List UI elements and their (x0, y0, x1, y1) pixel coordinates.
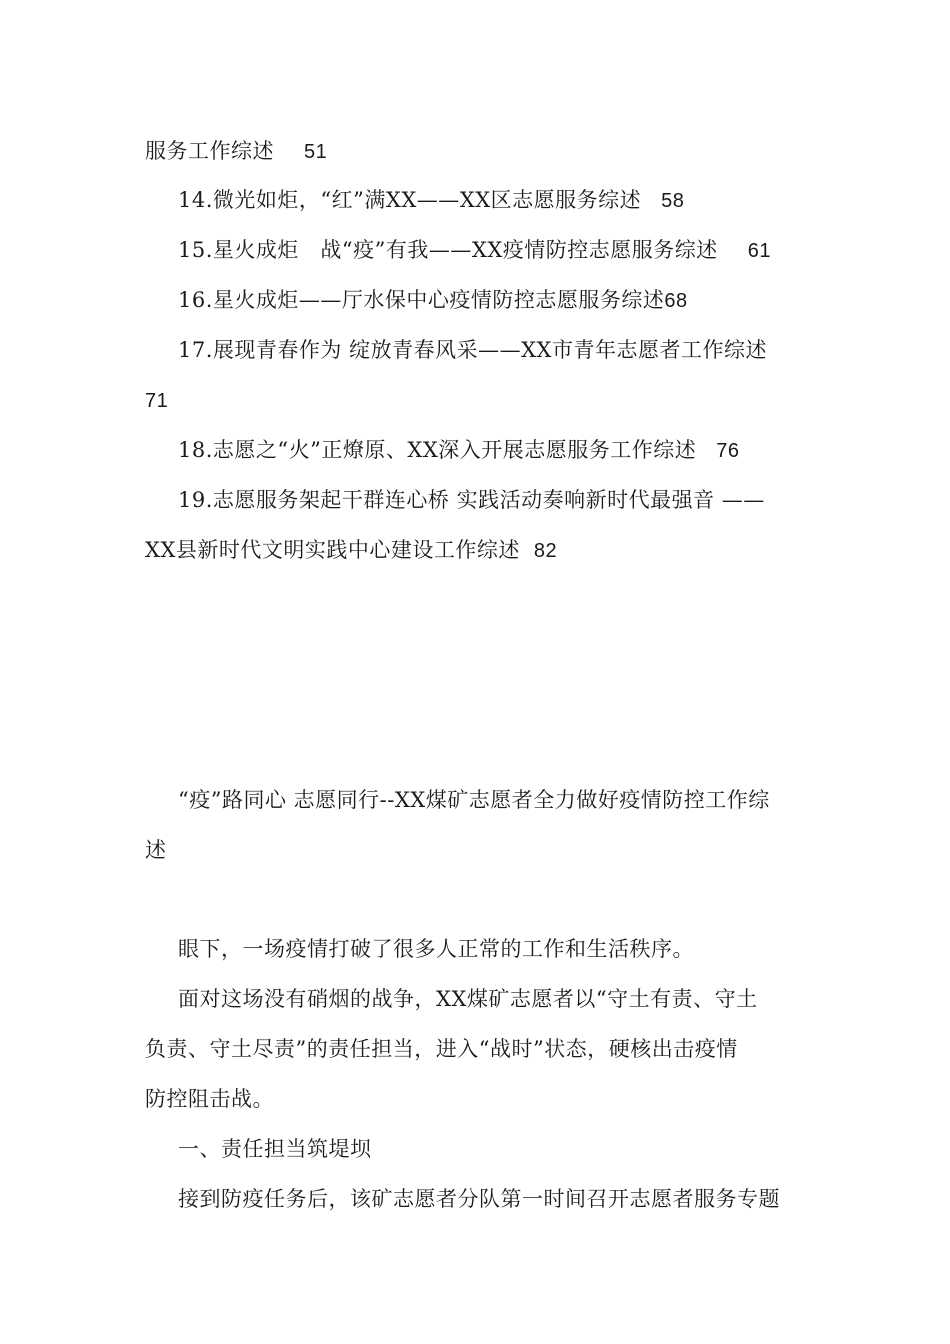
toc-item-17 (178, 336, 818, 364)
toc-item-17-page-line (145, 386, 815, 415)
toc-item-16 (178, 286, 818, 315)
toc-item-text: 19.志愿服务架起干群连心桥 实践活动奏响新时代最强音 —— (178, 488, 765, 512)
toc-item-13-continued (145, 137, 815, 166)
paragraph-text: 防控阻击战。 (145, 1087, 274, 1111)
toc-item-page: 68 (664, 290, 688, 312)
toc-item-text: 16.星火成炬——厅水保中心疫情防控志愿服务综述 (178, 288, 665, 312)
toc-item-text: XX县新时代文明实践中心建设工作综述 (145, 538, 520, 562)
section-heading-text: 一、责任担当筑堤坝 (178, 1137, 372, 1161)
toc-item-page: 76 (716, 440, 740, 462)
toc-item-page: 71 (145, 390, 169, 412)
paragraph-text: 负责、守土尽责”的责任担当，进入“战时”状态，硬核出击疫情 (145, 1037, 738, 1061)
toc-item-text: 服务工作综述 (145, 139, 274, 163)
toc-item-page: 82 (533, 540, 558, 562)
toc-item-page: 51 (304, 141, 328, 163)
toc-item-page: 61 (747, 240, 772, 262)
article-paragraph-line (145, 1085, 815, 1113)
toc-item-14 (178, 186, 818, 215)
toc-item-18 (178, 436, 818, 465)
toc-item-page: 58 (661, 190, 685, 212)
article-title (178, 786, 818, 814)
toc-item-15 (178, 236, 818, 265)
toc-item-19-continued (145, 536, 815, 565)
article-paragraph (178, 935, 818, 963)
article-paragraph-line (145, 1035, 815, 1063)
toc-item-text: 14.微光如炬，“红”满XX——XX区志愿服务综述 (178, 188, 642, 212)
paragraph-text: 接到防疫任务后，该矿志愿者分队第一时间召开志愿者服务专题 (178, 1187, 780, 1211)
article-title-line-1: “疫”路同心 志愿同行--XX煤矿志愿者全力做好疫情防控工作综 (178, 788, 770, 812)
toc-item-text: 17.展现青春作为 绽放青春风采——XX市青年志愿者工作综述 (178, 338, 767, 362)
toc-item-text: 18.志愿之“火”正燎原、XX深入开展志愿服务工作综述 (178, 438, 697, 462)
paragraph-text: 眼下，一场疫情打破了很多人正常的工作和生活秩序。 (178, 937, 694, 961)
toc-item-text: 15.星火成炬 战“疫”有我——XX疫情防控志愿服务综述 (178, 238, 718, 262)
article-paragraph (178, 1185, 818, 1213)
article-title-continued (145, 836, 815, 864)
paragraph-text: 面对这场没有硝烟的战争，XX煤矿志愿者以“守土有责、守土 (178, 987, 758, 1011)
toc-item-19 (178, 486, 818, 514)
article-title-line-2: 述 (145, 838, 167, 862)
article-paragraph (178, 985, 818, 1013)
section-heading (178, 1135, 818, 1163)
